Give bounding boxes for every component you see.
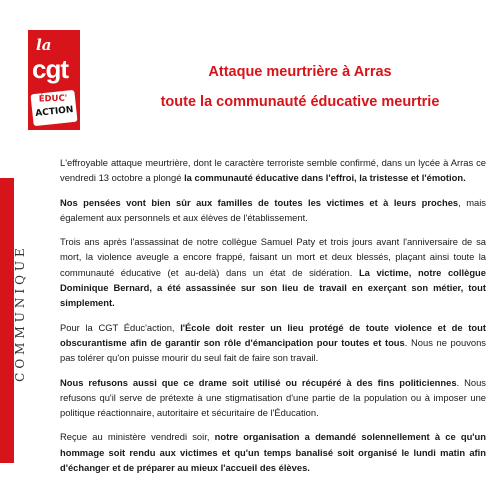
paragraph-4-text-end: . Nous ne pouvons pas tolérer qu'on puisse mourir du seul fait de faire son travail. — [60, 336, 486, 364]
title-line-2: toute la communauté éducative meurtrie — [160, 94, 440, 110]
paragraph-1-text: L'effroyable attaque meurtrière, dont le caractère terroriste semble confirmé, dans un lycée à Arras ce vendredi 13 octobre a plongé — [60, 157, 486, 184]
paragraph-4-text: Pour la CGT Éduc'action, — [60, 321, 181, 333]
paragraph-1-bold: la communauté éducative dans l'effroi, la tristesse et l'émotion. — [184, 172, 466, 184]
paragraph-4 — [60, 320, 486, 366]
communique-label-text: COMMUNIQUE — [13, 244, 28, 382]
paragraph-2-text: , mais également aux personnels et aux élèves de l'établissement. — [60, 196, 486, 223]
paragraph-5 — [60, 375, 486, 421]
paragraph-3-bold: La victime, notre collègue Dominique Bernard, a été assassinée sur son lieu de travail en exerçant son métier, tout simplement. — [60, 266, 486, 309]
paragraph-6-bold: notre organisation a demandé solennellement à ce qu'un hommage soit rendu aux victimes et qu'un temps banalisé soit organisé le lundi matin afin d'échanger et de préparer au mieux l'accueil des élèves. — [60, 431, 486, 474]
paragraph-1 — [60, 155, 486, 186]
communique-side-label — [9, 238, 31, 388]
communique-body — [60, 155, 486, 484]
paragraph-5-bold: Nous refusons aussi que ce drame soit utilisé ou récupéré à des fins politiciennes — [60, 376, 457, 388]
logo-action-text: ACTION — [34, 105, 74, 119]
logo-cgt-text: cgt — [32, 54, 68, 84]
paragraph-2-bold: Nos pensées vont bien sûr aux familles de toutes les victimes et à leurs proches — [60, 196, 459, 208]
logo-educ-text: ÉDUC' — [38, 93, 68, 105]
title-line-1: Attaque meurtrière à Arras — [208, 64, 392, 80]
page-title — [130, 60, 470, 114]
paragraph-5-text: . Nous refusons qu'il serve de prétexte à une stigmatisation d'une partie de la population ou à imposer une politique réactionnaire, autoritaire et sécuritaire de l'Éducation. — [60, 376, 486, 419]
paragraph-3 — [60, 234, 486, 310]
logo-la-text: la — [36, 36, 52, 54]
paragraph-2 — [60, 195, 486, 226]
paragraph-4-bold: l'École doit rester un lieu protégé de toute violence et de tout obscurantisme afin de garantir son rôle d'émancipation pour toutes et tous — [60, 321, 486, 348]
cgt-educaction-logo — [28, 30, 80, 130]
paragraph-6 — [60, 429, 486, 475]
paragraph-6-text: Reçue au ministère vendredi soir, — [60, 431, 215, 443]
paragraph-3-text: Trois ans après l'assassinat de notre collègue Samuel Paty et trois jours avant l'anniversaire de sa mort, la violence aveugle a encore frappé, faisant un mort et deux blessés, plaçant ainsi toute la communauté éducative (et au-delà) dans un état de sidération. — [60, 236, 486, 278]
logo-educaction-badge — [30, 90, 77, 126]
